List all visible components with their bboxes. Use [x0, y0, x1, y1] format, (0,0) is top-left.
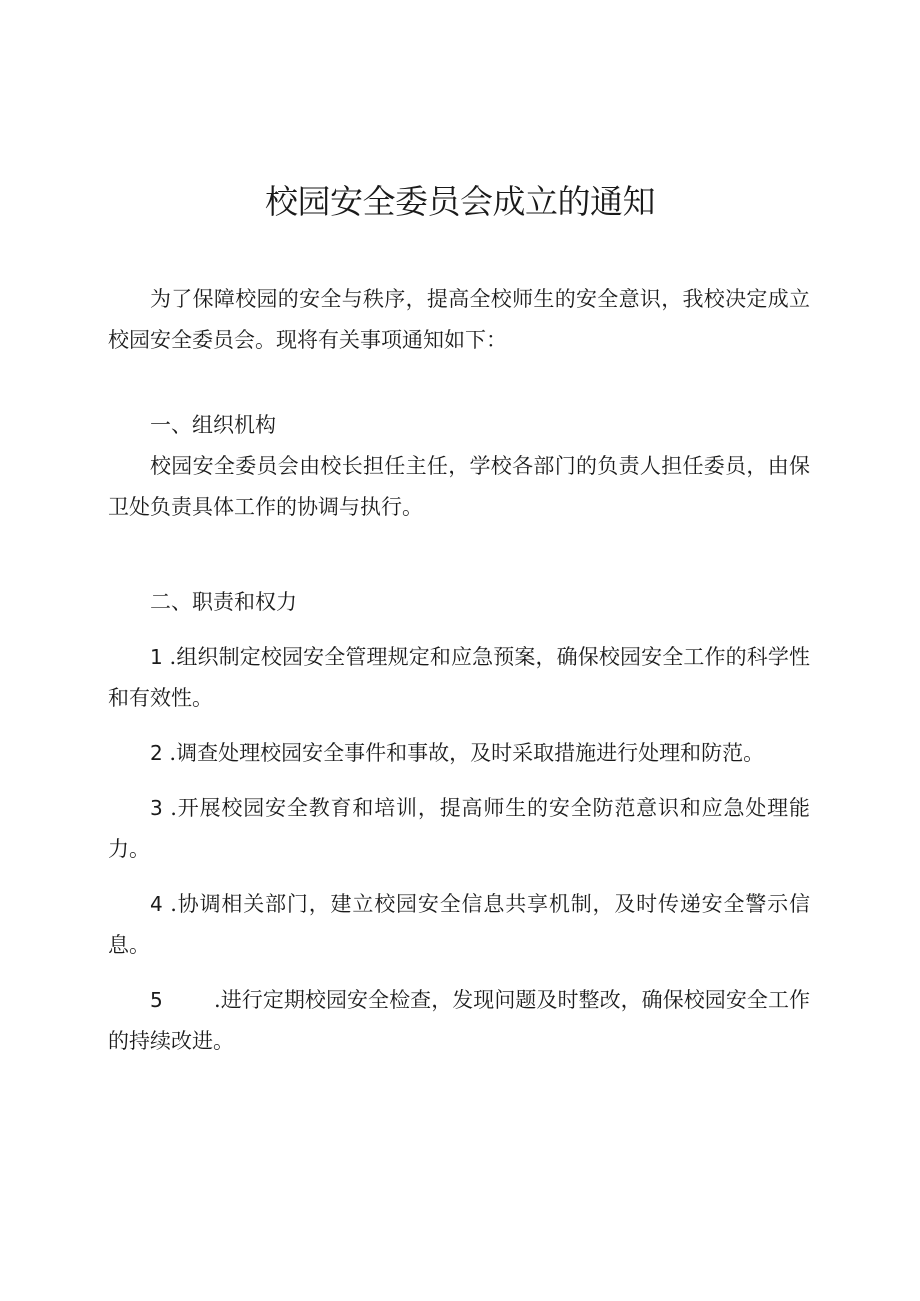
- list-item-number: 2: [150, 741, 163, 765]
- list-item: [108, 788, 810, 870]
- list-item: [108, 733, 810, 774]
- list-item: [108, 884, 810, 966]
- list-item-text: .协调相关部门，建立校园安全信息共享机制，及时传递安全警示信息。: [108, 892, 810, 957]
- list-item-number: 4: [150, 892, 163, 916]
- list-item-number: 5: [150, 988, 163, 1012]
- list-item-text: .调查处理校园安全事件和事故，及时采取措施进行处理和防范。: [169, 741, 765, 765]
- list-item-number: 3: [150, 796, 163, 820]
- list-item-text: .进行定期校园安全检查，发现问题及时整改，确保校园安全工作的持续改进。: [108, 988, 810, 1053]
- document-body: [108, 279, 810, 1076]
- list-item: [108, 980, 810, 1062]
- section-text-organization: 校园安全委员会由校长担任主任，学校各部门的负责人担任委员，由保卫处负责具体工作的协调与执行。: [108, 454, 810, 519]
- list-item: [108, 637, 810, 719]
- list-item-text: .组织制定校园安全管理规定和应急预案，确保校园安全工作的科学性和有效性。: [108, 645, 810, 710]
- list-item-number: 1: [150, 645, 163, 669]
- list-item-text: .开展校园安全教育和培训，提高师生的安全防范意识和应急处理能力。: [108, 796, 810, 861]
- section-heading-organization: 一、组织机构: [150, 413, 276, 437]
- section-heading-duties: 二、职责和权力: [150, 590, 297, 614]
- intro-paragraph: 为了保障校园的安全与秩序，提高全校师生的安全意识，我校决定成立校园安全委员会。现将有关事项通知如下：: [108, 287, 810, 352]
- spacer: [108, 361, 810, 405]
- spacer: [108, 528, 810, 582]
- document-title: 校园安全委员会成立的通知: [265, 182, 655, 221]
